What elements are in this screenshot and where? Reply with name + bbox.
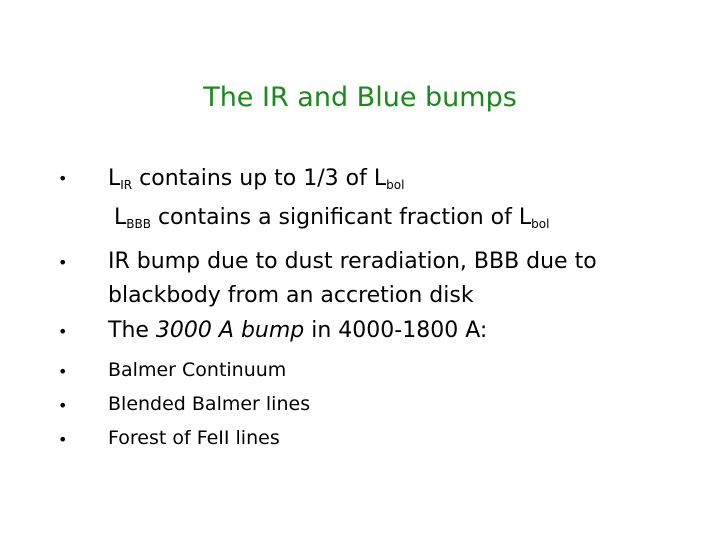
- bullet-5-line: Blended Balmer lines: [108, 393, 311, 415]
- bullet-2-line-1: IR bump due to dust reradiation, BBB due to: [108, 249, 597, 274]
- bullet-6-line: Forest of FeII lines: [108, 427, 280, 449]
- bullet-marker-6: •: [58, 430, 68, 449]
- bullet-marker-1: •: [58, 169, 68, 188]
- bullet-marker-4: •: [58, 362, 68, 381]
- bullet-2-line-2: blackbody from an accretion disk: [108, 283, 474, 308]
- bullet-marker-3: •: [58, 322, 68, 341]
- bullet-3-line-1: The 3000 A bump in 4000-1800 A:: [108, 318, 488, 343]
- bullet-marker-2: •: [58, 253, 68, 272]
- bullet-4-line: Balmer Continuum: [108, 359, 287, 381]
- bullet-1-line-1: $L_{IR}$ contains up to 1/3 of $L_{bol}$: [108, 166, 405, 192]
- slide-title: The IR and Blue bumps: [203, 82, 517, 113]
- bullet-marker-5: •: [58, 396, 68, 415]
- bullet-1-line-2: $L_{BBB}$ contains a significant fraction of $L_{bol}$: [114, 205, 550, 231]
